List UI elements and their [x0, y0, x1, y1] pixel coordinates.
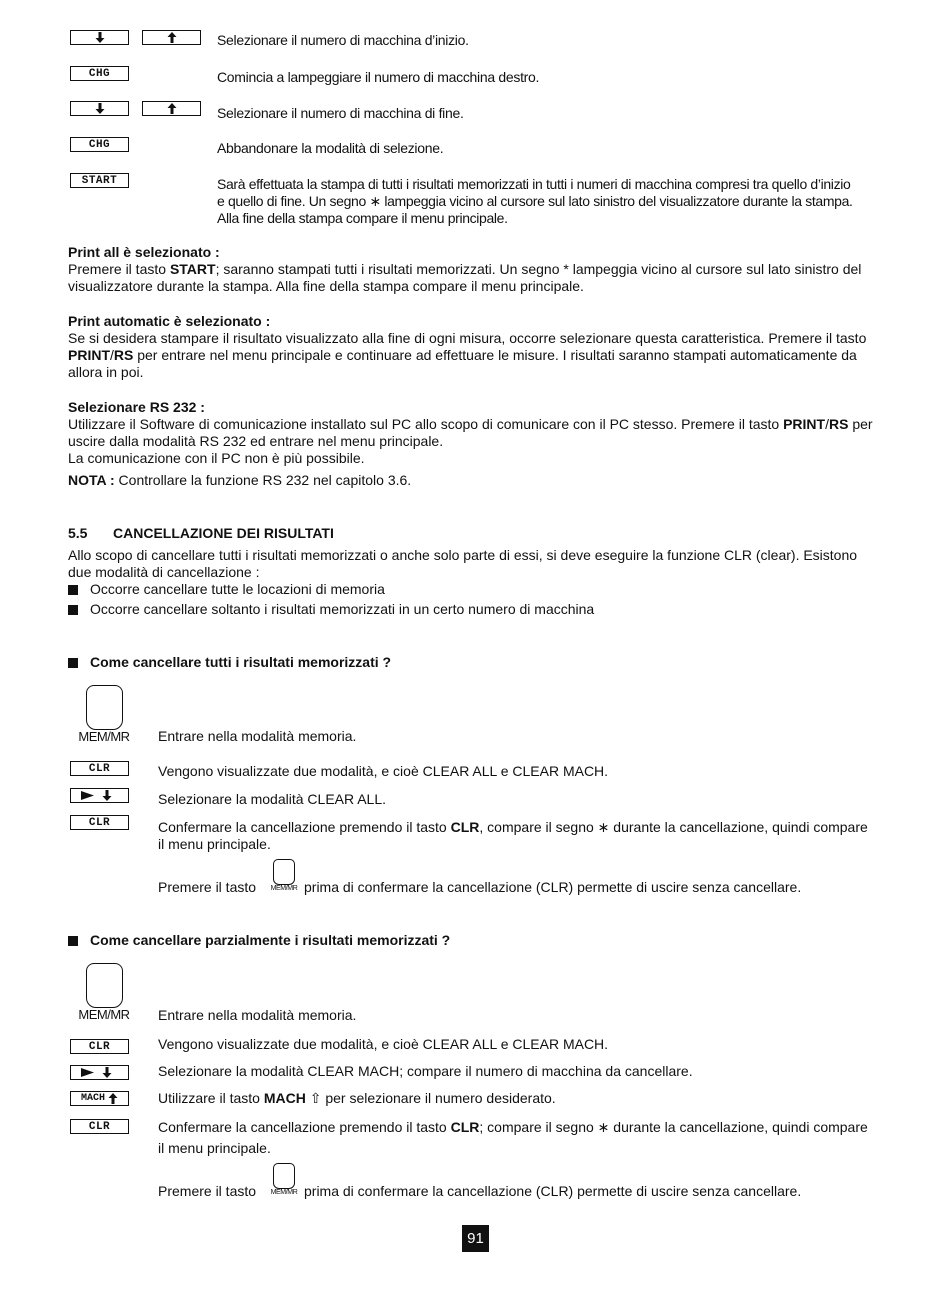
text: /: [825, 416, 829, 432]
mem-mr-key-small: [266, 1163, 302, 1197]
right-down-arrow-icon: [79, 1067, 121, 1078]
text-line: [158, 819, 888, 836]
print-keyword: PRINT: [783, 416, 826, 432]
section-number: 5.5: [68, 525, 88, 541]
clr-keyword: CLR: [450, 1119, 480, 1135]
clear-partial-note: [158, 1183, 256, 1200]
clr-key: CLR: [70, 815, 129, 830]
up-arrow-icon: [167, 103, 177, 114]
bullet-text: Occorre cancellare tutte le locazioni di memoria: [90, 581, 385, 597]
text-line: [68, 261, 884, 278]
text-line: e quello di fine. Un segno ∗ lampeggia vicino al cursore sul lato sinistro del visualizzatore durante la stampa.: [217, 193, 853, 209]
text-line: Allo scopo di cancellare tutti i risultati memorizzati o anche solo parte di essi, si deve eseguire la funzione CLR (clear). Esistono: [68, 547, 858, 563]
clr-key: CLR: [70, 761, 129, 776]
mem-mr-key-icon: [86, 685, 123, 730]
square-bullet-icon: [68, 585, 78, 595]
text: Confermare la cancellazione premendo il tasto: [158, 819, 451, 835]
mem-mr-key-label: MEM/MR: [270, 885, 298, 892]
step-select-end: Selezionare il numero di macchina di fine.: [217, 105, 464, 121]
square-bullet-icon: [68, 936, 78, 946]
up-arrow-icon: [108, 1093, 118, 1104]
bullet-item: [68, 601, 594, 618]
mem-mr-key-icon: [86, 963, 123, 1008]
start-keyword: START: [169, 261, 216, 277]
down-arrow-icon: [95, 32, 105, 43]
text-line: Sarà effettuata la stampa di tutti i risultati memorizzati in tutti i numeri di macchina compresi tra quello d’inizio: [217, 176, 851, 192]
section-title: CANCELLAZIONE DEI RISULTATI: [113, 525, 334, 541]
chg-key: CHG: [70, 66, 129, 81]
down-arrow-key: [70, 101, 129, 116]
clear-all-step-3: Selezionare la modalità CLEAR ALL.: [158, 791, 387, 807]
text: Utilizzare il tasto: [158, 1090, 264, 1106]
print-keyword: PRINT: [68, 347, 110, 363]
text: /: [110, 347, 114, 363]
clear-all-step-4: [158, 819, 888, 853]
text: Confermare la cancellazione premendo il tasto: [158, 1119, 451, 1135]
print-automatic-section: [68, 313, 884, 381]
mach-keyword: MACH: [263, 1090, 306, 1106]
clear-partial-step-2: Vengono visualizzate due modalità, e cioè CLEAR ALL e CLEAR MACH.: [158, 1036, 609, 1052]
square-bullet-icon: [68, 605, 78, 615]
clear-partial-note-rest: prima di confermare la cancellazione (CLR) permette di uscire senza cancellare.: [304, 1183, 802, 1199]
clr-key: CLR: [70, 1039, 129, 1054]
section-intro: [68, 547, 884, 581]
clear-partial-heading: [68, 932, 450, 949]
heading-text: Come cancellare parzialmente i risultati memorizzati ?: [90, 932, 451, 948]
mem-mr-key-label: MEM/MR: [78, 729, 130, 744]
text-line: uscire dalla modalità RS 232 ed entrare nel menu principale.: [68, 433, 444, 449]
text-line: il menu principale.: [158, 1140, 271, 1156]
clear-partial-step-3: Selezionare la modalità CLEAR MACH; compare il numero di macchina da cancellare.: [158, 1063, 693, 1079]
step-select-start: Selezionare il numero di macchina d’inizio.: [217, 32, 469, 48]
text-line: [68, 347, 884, 364]
text: Premere il tasto: [158, 879, 257, 895]
text: Utilizzare il Software di comunicazione installato sul PC allo scopo di comunicare con il PC stesso. Premere il tasto: [68, 416, 784, 432]
nota-line: [68, 472, 884, 489]
text: ; compare il segno ∗ durante la cancellazione, quindi compare: [479, 1119, 868, 1135]
step-exit-selection: Abbandonare la modalità di selezione.: [217, 140, 444, 156]
step-print-range: [217, 176, 887, 227]
text-line: La comunicazione con il PC non è più possibile.: [68, 450, 365, 466]
text-line: Se si desidera stampare il risultato visualizzato alla fine di ogni misura, occorre selezionare questa caratteristica. Premere il tasto: [68, 330, 867, 346]
text: , compare il segno ∗ durante la cancellazione, quindi compare: [479, 819, 868, 835]
start-key: START: [70, 173, 129, 188]
print-automatic-heading: Print automatic è selezionato :: [68, 313, 271, 329]
page-number: 91: [462, 1225, 489, 1252]
text: Premere il tasto: [68, 261, 170, 277]
bullet-item: [68, 581, 385, 598]
nota-label: NOTA :: [68, 472, 115, 488]
clear-all-note-rest: prima di confermare la cancellazione (CLR) permette di uscire senza cancellare.: [304, 879, 802, 895]
chg-key: CHG: [70, 137, 129, 152]
right-down-key: [70, 1065, 129, 1080]
mach-up-key: [70, 1091, 129, 1106]
mach-key-label: MACH: [80, 1092, 105, 1104]
clear-all-heading: [68, 654, 391, 671]
bullet-text: Occorre cancellare soltanto i risultati memorizzati in un certo numero di macchina: [90, 601, 595, 617]
mem-mr-key-label: MEM/MR: [270, 1189, 298, 1196]
text-line: [68, 416, 884, 433]
right-down-arrow-icon: [79, 790, 121, 801]
rs232-heading: Selezionare RS 232 :: [68, 399, 205, 415]
heading-text: Come cancellare tutti i risultati memorizzati ?: [90, 654, 392, 670]
mem-mr-key-icon: [273, 1163, 295, 1189]
clear-all-note: [158, 879, 256, 896]
text-line: allora in poi.: [68, 364, 144, 380]
square-bullet-icon: [68, 658, 78, 668]
text-line: due modalità di cancellazione :: [68, 564, 260, 580]
print-all-section: [68, 244, 884, 295]
text-line: il menu principale.: [158, 836, 271, 852]
rs232-section: [68, 399, 884, 489]
mem-mr-key: [74, 685, 134, 744]
print-all-heading: Print all è selezionato :: [68, 244, 220, 260]
up-arrow-key: [142, 30, 201, 45]
up-arrow-icon: [167, 32, 177, 43]
clr-key: CLR: [70, 1119, 129, 1134]
clear-partial-step-1: Entrare nella modalità memoria.: [158, 1007, 357, 1023]
down-arrow-key: [70, 30, 129, 45]
text: Premere il tasto: [158, 1183, 257, 1199]
mem-mr-key-small: [266, 859, 302, 893]
clear-all-step-1: Entrare nella modalità memoria.: [158, 728, 357, 744]
rs-keyword: RS: [828, 416, 849, 432]
clear-partial-step-4: [158, 1090, 556, 1107]
text: per entrare nel menu principale e continuare ad effettuare le misure. I risultati saranno stampati automaticamente da: [133, 347, 857, 363]
text-line: [158, 1117, 888, 1138]
up-arrow-key: [142, 101, 201, 116]
text-line: visualizzatore durante la stampa. Alla fine della stampa compare il menu principale.: [68, 278, 584, 294]
clr-keyword: CLR: [450, 819, 480, 835]
rs-keyword: RS: [113, 347, 134, 363]
text-line: Alla fine della stampa compare il menu principale.: [217, 210, 508, 226]
mem-mr-key-label: MEM/MR: [78, 1007, 130, 1022]
text: ⇧ per selezionare il numero desiderato.: [305, 1090, 556, 1106]
text: ; saranno stampati tutti i risultati memorizzati. Un segno * lampeggia vicino al cursore sul lato sinistro del: [215, 261, 862, 277]
down-arrow-icon: [95, 103, 105, 114]
clear-partial-step-5: [158, 1117, 888, 1159]
mem-mr-key: [74, 963, 134, 1022]
mem-mr-key-icon: [273, 859, 295, 885]
step-blink: Comincia a lampeggiare il numero di macchina destro.: [217, 69, 540, 85]
clear-all-step-2: Vengono visualizzate due modalità, e cioè CLEAR ALL e CLEAR MACH.: [158, 763, 609, 779]
text: per: [848, 416, 873, 432]
text: Controllare la funzione RS 232 nel capitolo 3.6.: [114, 472, 412, 488]
right-down-key: [70, 788, 129, 803]
